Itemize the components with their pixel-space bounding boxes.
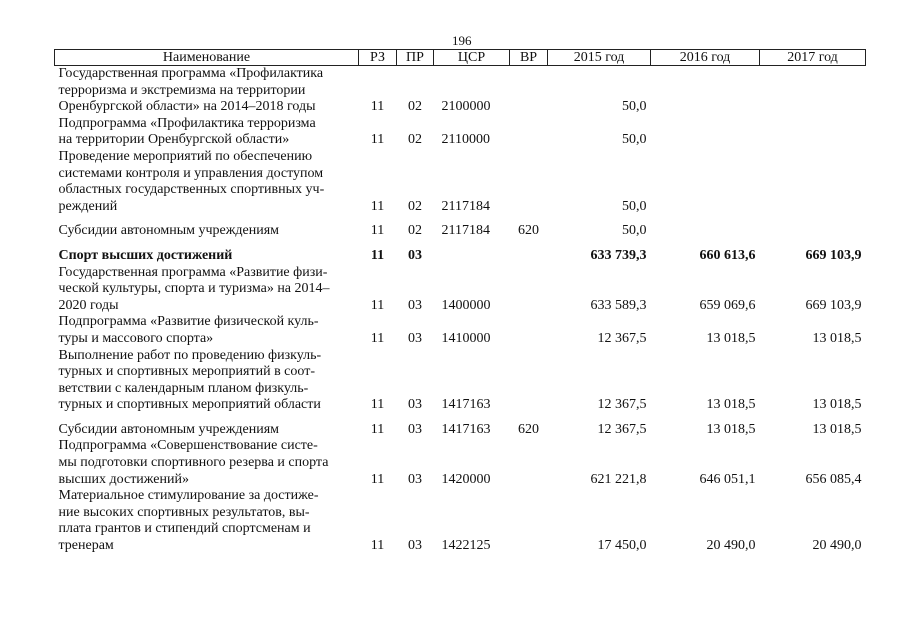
header-2016: 2016 год bbox=[651, 50, 760, 66]
name-line: плата грантов и стипендий спортсменам и bbox=[58, 521, 311, 537]
header-name: Наименование bbox=[55, 50, 359, 66]
cell-name bbox=[55, 215, 359, 240]
cell-2016 bbox=[651, 116, 760, 149]
cell-vr bbox=[510, 488, 548, 554]
cell-2016 bbox=[651, 149, 760, 215]
cell-rz: 11 bbox=[370, 99, 385, 115]
cell-2015: 12 367,5 bbox=[597, 397, 647, 413]
cell-2016: 13 018,5 bbox=[706, 397, 756, 413]
table-row bbox=[55, 265, 866, 315]
cell-vr bbox=[510, 348, 548, 414]
name-line: Субсидии автономным учреждениям bbox=[58, 223, 280, 239]
cell-rz: 11 bbox=[370, 297, 385, 313]
cell-2015: 50,0 bbox=[622, 223, 647, 239]
cell-name bbox=[55, 314, 359, 347]
cell-2017: 669 103,9 bbox=[805, 297, 862, 313]
cell-pr: 03 bbox=[408, 471, 422, 487]
cell-name bbox=[55, 414, 359, 439]
cell-vr bbox=[510, 116, 548, 149]
table-body bbox=[55, 66, 866, 555]
cell-2016 bbox=[651, 215, 760, 240]
cell-2017 bbox=[760, 149, 866, 215]
budget-table bbox=[54, 49, 866, 555]
cell-vr: 620 bbox=[518, 421, 539, 437]
table-row bbox=[55, 240, 866, 265]
cell-pr: 02 bbox=[408, 132, 422, 148]
cell-name bbox=[55, 116, 359, 149]
table-row bbox=[55, 149, 866, 215]
cell-2017 bbox=[760, 116, 866, 149]
name-line: ческой культуры, спорта и туризма» на 2014– bbox=[58, 281, 330, 297]
cell-2017 bbox=[760, 215, 866, 240]
cell-name bbox=[55, 488, 359, 554]
name-line: Выполнение работ по проведению физкуль- bbox=[58, 347, 322, 363]
table-row bbox=[55, 314, 866, 347]
cell-rz: 11 bbox=[370, 223, 385, 239]
cell-csr bbox=[434, 240, 510, 265]
name-line: мы подготовки спортивного резерва и спорта bbox=[58, 455, 329, 471]
cell-name bbox=[55, 66, 359, 116]
name-line: Материальное стимулирование за достиже- bbox=[58, 488, 319, 504]
cell-rz: 11 bbox=[370, 397, 385, 413]
name-line: ние высоких спортивных результатов, вы- bbox=[58, 504, 310, 520]
cell-csr: 2117184 bbox=[441, 198, 490, 214]
cell-2016: 660 613,6 bbox=[699, 247, 756, 263]
table-row bbox=[55, 215, 866, 240]
cell-2015: 50,0 bbox=[622, 99, 647, 115]
table-row bbox=[55, 116, 866, 149]
cell-2017 bbox=[760, 66, 866, 116]
cell-2015: 50,0 bbox=[622, 132, 647, 148]
cell-2017: 13 018,5 bbox=[812, 397, 862, 413]
table-header bbox=[55, 50, 866, 66]
header-pr: ПР bbox=[397, 50, 434, 66]
cell-pr: 02 bbox=[408, 99, 422, 115]
name-line: Субсидии автономным учреждениям bbox=[58, 421, 280, 437]
cell-2015: 12 367,5 bbox=[597, 330, 647, 346]
cell-2015: 17 450,0 bbox=[597, 538, 647, 554]
header-2017: 2017 год bbox=[760, 50, 866, 66]
cell-2015: 50,0 bbox=[622, 198, 647, 214]
header-csr: ЦСР bbox=[434, 50, 510, 66]
cell-2015: 12 367,5 bbox=[597, 421, 647, 437]
cell-2016: 659 069,6 bbox=[699, 297, 756, 313]
cell-csr: 2110000 bbox=[441, 132, 490, 148]
name-line: Подпрограмма «Профилактика терроризма bbox=[58, 115, 316, 131]
cell-rz: 11 bbox=[370, 198, 385, 214]
name-line: Спорт высших достижений bbox=[58, 247, 233, 263]
cell-2015: 633 739,3 bbox=[590, 247, 647, 263]
cell-2017: 20 490,0 bbox=[812, 538, 862, 554]
cell-vr bbox=[510, 66, 548, 116]
cell-csr: 1400000 bbox=[441, 297, 491, 313]
name-line: областных государственных спортивных уч- bbox=[58, 182, 325, 198]
name-line: турных и спортивных мероприятий в соот- bbox=[58, 364, 315, 380]
table-row bbox=[55, 438, 866, 488]
cell-rz: 11 bbox=[370, 538, 385, 554]
header-rz: РЗ bbox=[359, 50, 397, 66]
cell-pr: 03 bbox=[408, 421, 422, 437]
name-line: турных и спортивных мероприятий области bbox=[58, 397, 321, 413]
cell-vr bbox=[510, 265, 548, 315]
cell-2015: 621 221,8 bbox=[590, 471, 647, 487]
cell-csr: 1417163 bbox=[441, 397, 491, 413]
cell-csr: 1420000 bbox=[441, 471, 491, 487]
cell-rz: 11 bbox=[370, 421, 385, 437]
name-line: на территории Оренбургской области» bbox=[58, 132, 290, 148]
cell-2017: 656 085,4 bbox=[805, 471, 862, 487]
table-row bbox=[55, 66, 866, 116]
name-line: 2020 годы bbox=[58, 297, 119, 313]
cell-2017: 669 103,9 bbox=[805, 247, 862, 263]
cell-2016: 646 051,1 bbox=[699, 471, 756, 487]
cell-2015: 633 589,3 bbox=[590, 297, 647, 313]
name-line: Государственная программа «Профилактика bbox=[58, 66, 324, 81]
cell-vr bbox=[510, 314, 548, 347]
cell-rz: 11 bbox=[370, 132, 385, 148]
name-line: тренерам bbox=[58, 538, 114, 554]
cell-csr: 1422125 bbox=[441, 538, 491, 554]
name-line: реждений bbox=[58, 198, 118, 214]
cell-csr: 1410000 bbox=[441, 330, 491, 346]
cell-vr bbox=[510, 240, 548, 265]
cell-csr: 2117184 bbox=[441, 223, 490, 239]
header-vr: ВР bbox=[510, 50, 548, 66]
header-2015: 2015 год bbox=[548, 50, 651, 66]
cell-pr: 03 bbox=[408, 330, 422, 346]
cell-2016: 20 490,0 bbox=[706, 538, 756, 554]
cell-rz: 11 bbox=[370, 247, 385, 263]
cell-pr: 03 bbox=[408, 297, 422, 313]
name-line: терроризма и экстремизма на территории bbox=[58, 82, 306, 98]
cell-rz: 11 bbox=[370, 330, 385, 346]
name-line: Подпрограмма «Развитие физической куль- bbox=[58, 314, 319, 330]
name-line: Оренбургской области» на 2014–2018 годы bbox=[58, 99, 316, 115]
cell-pr: 02 bbox=[408, 223, 422, 239]
name-line: Проведение мероприятий по обеспечению bbox=[58, 148, 313, 164]
cell-name bbox=[55, 265, 359, 315]
cell-csr: 2100000 bbox=[441, 99, 491, 115]
cell-pr: 02 bbox=[408, 198, 422, 214]
name-line: Государственная программа «Развитие физи- bbox=[58, 264, 328, 280]
cell-pr: 03 bbox=[408, 397, 422, 413]
name-line: системами контроля и управления доступом bbox=[58, 165, 324, 181]
cell-vr: 620 bbox=[518, 223, 539, 239]
cell-name bbox=[55, 240, 359, 265]
table-row bbox=[55, 488, 866, 554]
name-line: Подпрограмма «Совершенствование систе- bbox=[58, 438, 318, 454]
cell-2016: 13 018,5 bbox=[706, 330, 756, 346]
name-line: высших достижений» bbox=[58, 471, 189, 487]
cell-2016: 13 018,5 bbox=[706, 421, 756, 437]
cell-csr: 1417163 bbox=[441, 421, 491, 437]
name-line: ветствии с календарным планом физкуль- bbox=[58, 380, 309, 396]
cell-2017: 13 018,5 bbox=[812, 330, 862, 346]
cell-rz: 11 bbox=[370, 471, 385, 487]
page-number: 196 bbox=[452, 33, 472, 48]
cell-vr bbox=[510, 149, 548, 215]
cell-name bbox=[55, 438, 359, 488]
cell-2017: 13 018,5 bbox=[812, 421, 862, 437]
cell-vr bbox=[510, 438, 548, 488]
cell-2016 bbox=[651, 66, 760, 116]
table-row bbox=[55, 348, 866, 414]
cell-name bbox=[55, 149, 359, 215]
name-line: туры и массового спорта» bbox=[58, 330, 214, 346]
cell-pr: 03 bbox=[408, 538, 422, 554]
cell-name bbox=[55, 348, 359, 414]
cell-pr: 03 bbox=[408, 247, 422, 263]
table-row bbox=[55, 414, 866, 439]
